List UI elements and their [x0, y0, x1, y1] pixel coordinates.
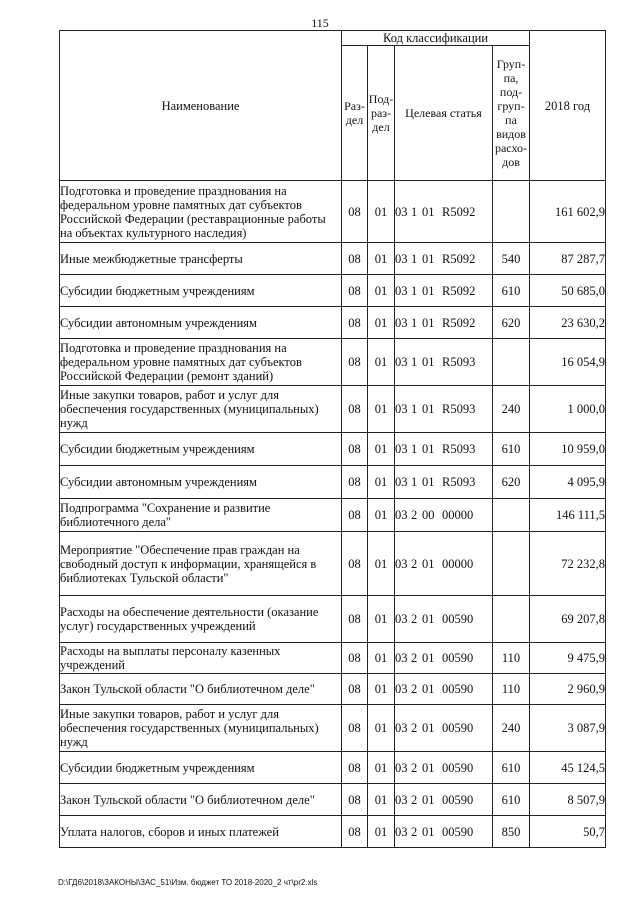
row-target-article	[395, 643, 493, 674]
table-row	[60, 532, 606, 596]
row-group	[493, 181, 530, 243]
row-name: Подготовка и проведение празднования на федеральном уровне памятных дат субъектов Российской Федерации (реставрационные работы на объектах культурного наследия)	[60, 181, 342, 243]
row-razdel: 08	[342, 181, 368, 243]
target-part-t2: 2	[411, 721, 418, 735]
row-razdel: 08	[342, 816, 368, 848]
row-value: 87 287,7	[530, 243, 606, 275]
table-row	[60, 307, 606, 339]
target-part-t2: 1	[411, 315, 418, 330]
table-row	[60, 466, 606, 499]
row-razdel: 08	[342, 386, 368, 433]
target-part-t1: 03	[395, 355, 408, 369]
row-group: 610	[493, 275, 530, 307]
target-part-t2: 1	[411, 283, 418, 298]
target-part-t2: 2	[411, 682, 418, 696]
header-group: Груп- па, под- груп- па видов расхо- дов	[493, 46, 530, 181]
target-part-t2: 2	[411, 792, 418, 807]
table-row	[60, 243, 606, 275]
row-value: 161 602,9	[530, 181, 606, 243]
target-part-t3: 01	[422, 442, 435, 456]
target-part-t1: 03	[395, 204, 408, 219]
row-target-article	[395, 596, 493, 643]
header-year: 2018 год	[530, 31, 606, 181]
target-part-t4: R5092	[442, 204, 476, 219]
table-row	[60, 643, 606, 674]
table-row	[60, 181, 606, 243]
header-podrazdel: Под- раз- дел	[368, 46, 395, 181]
row-razdel: 08	[342, 243, 368, 275]
target-part-t4: 00590	[442, 612, 474, 626]
row-name: Субсидии бюджетным учреждениям	[60, 433, 342, 466]
table-body	[60, 181, 606, 848]
table-row	[60, 433, 606, 466]
target-part-t4: 00590	[442, 792, 474, 807]
table-row	[60, 816, 606, 848]
target-part-t3: 01	[422, 315, 435, 330]
table-header	[60, 31, 606, 181]
table-row	[60, 499, 606, 532]
target-part-t2: 1	[411, 442, 418, 456]
row-group: 610	[493, 433, 530, 466]
row-target-article	[395, 386, 493, 433]
table-row	[60, 386, 606, 433]
target-part-t3: 01	[422, 355, 435, 369]
row-group	[493, 499, 530, 532]
row-podrazdel: 01	[368, 339, 395, 386]
row-name: Подготовка и проведение празднования на федеральном уровне памятных дат субъектов Российской Федерации (ремонт зданий)	[60, 339, 342, 386]
table-row	[60, 275, 606, 307]
target-part-t3: 00	[422, 508, 435, 522]
budget-table	[59, 30, 606, 848]
row-value: 16 054,9	[530, 339, 606, 386]
target-part-t3: 01	[422, 283, 435, 298]
row-value: 50 685,0	[530, 275, 606, 307]
target-part-t3: 01	[422, 556, 435, 571]
target-part-t1: 03	[395, 682, 408, 696]
target-part-t3: 01	[422, 682, 435, 696]
target-part-t1: 03	[395, 760, 408, 775]
row-group: 110	[493, 643, 530, 674]
target-part-t4: 00590	[442, 824, 474, 839]
target-part-t1: 03	[395, 402, 408, 416]
target-part-t1: 03	[395, 315, 408, 330]
row-podrazdel: 01	[368, 816, 395, 848]
row-razdel: 08	[342, 643, 368, 674]
header-target: Целевая статья	[395, 46, 493, 181]
row-podrazdel: 01	[368, 705, 395, 752]
row-group: 610	[493, 784, 530, 816]
target-part-t4: 00590	[442, 760, 474, 775]
target-part-t3: 01	[422, 204, 435, 219]
target-part-t2: 2	[411, 612, 418, 626]
row-podrazdel: 01	[368, 752, 395, 784]
row-value: 8 507,9	[530, 784, 606, 816]
row-group: 110	[493, 674, 530, 705]
row-razdel: 08	[342, 532, 368, 596]
row-value: 3 087,9	[530, 705, 606, 752]
row-name: Расходы на выплаты персоналу казенных учреждений	[60, 643, 342, 674]
target-part-t1: 03	[395, 475, 408, 489]
target-part-t1: 03	[395, 612, 408, 626]
target-part-t4: R5093	[442, 402, 476, 416]
row-podrazdel: 01	[368, 499, 395, 532]
target-part-t1: 03	[395, 442, 408, 456]
target-part-t3: 01	[422, 824, 435, 839]
row-podrazdel: 01	[368, 433, 395, 466]
row-target-article	[395, 181, 493, 243]
target-part-t3: 01	[422, 721, 435, 735]
table-row	[60, 705, 606, 752]
target-part-t1: 03	[395, 251, 408, 266]
row-value: 23 630,2	[530, 307, 606, 339]
row-podrazdel: 01	[368, 466, 395, 499]
target-part-t2: 2	[411, 508, 418, 522]
table-row	[60, 784, 606, 816]
row-razdel: 08	[342, 674, 368, 705]
row-group: 610	[493, 752, 530, 784]
row-name: Субсидии автономным учреждениям	[60, 466, 342, 499]
target-part-t3: 01	[422, 612, 435, 626]
row-podrazdel: 01	[368, 243, 395, 275]
target-part-t2: 1	[411, 251, 418, 266]
table-row	[60, 596, 606, 643]
row-target-article	[395, 752, 493, 784]
row-group: 620	[493, 466, 530, 499]
target-part-t3: 01	[422, 760, 435, 775]
row-podrazdel: 01	[368, 674, 395, 705]
row-value: 45 124,5	[530, 752, 606, 784]
row-group: 240	[493, 386, 530, 433]
target-part-t2: 2	[411, 651, 418, 665]
row-value: 72 232,8	[530, 532, 606, 596]
table-row	[60, 339, 606, 386]
row-name: Подпрограмма "Сохранение и развитие библиотечного дела"	[60, 499, 342, 532]
row-razdel: 08	[342, 275, 368, 307]
row-name: Расходы на обеспечение деятельности (оказание услуг) государственных учреждений	[60, 596, 342, 643]
target-part-t4: R5092	[442, 251, 476, 266]
table-row	[60, 752, 606, 784]
row-name: Иные межбюджетные трансферты	[60, 243, 342, 275]
row-group: 850	[493, 816, 530, 848]
row-value: 50,7	[530, 816, 606, 848]
row-razdel: 08	[342, 784, 368, 816]
row-group	[493, 532, 530, 596]
target-part-t1: 03	[395, 556, 408, 571]
row-podrazdel: 01	[368, 643, 395, 674]
header-code: Код классификации	[342, 31, 530, 46]
target-part-t4: 00590	[442, 651, 474, 665]
target-part-t4: 00000	[442, 508, 474, 522]
row-target-article	[395, 339, 493, 386]
target-part-t2: 1	[411, 402, 418, 416]
row-target-article	[395, 674, 493, 705]
row-target-article	[395, 499, 493, 532]
target-part-t3: 01	[422, 792, 435, 807]
row-target-article	[395, 466, 493, 499]
row-podrazdel: 01	[368, 386, 395, 433]
row-target-article	[395, 784, 493, 816]
header-razdel: Раз- дел	[342, 46, 368, 181]
row-value: 69 207,8	[530, 596, 606, 643]
row-razdel: 08	[342, 499, 368, 532]
target-part-t4: 00000	[442, 556, 474, 571]
row-razdel: 08	[342, 752, 368, 784]
target-part-t1: 03	[395, 283, 408, 298]
row-name: Субсидии автономным учреждениям	[60, 307, 342, 339]
row-value: 1 000,0	[530, 386, 606, 433]
target-part-t1: 03	[395, 721, 408, 735]
target-part-t2: 2	[411, 824, 418, 839]
row-razdel: 08	[342, 339, 368, 386]
target-part-t3: 01	[422, 651, 435, 665]
row-podrazdel: 01	[368, 784, 395, 816]
row-name: Иные закупки товаров, работ и услуг для обеспечения государственных (муниципальных) нужд	[60, 386, 342, 433]
row-value: 2 960,9	[530, 674, 606, 705]
target-part-t4: R5093	[442, 355, 476, 369]
row-group: 240	[493, 705, 530, 752]
target-part-t4: 00590	[442, 721, 474, 735]
target-part-t1: 03	[395, 508, 408, 522]
row-razdel: 08	[342, 705, 368, 752]
table-row	[60, 674, 606, 705]
row-group: 540	[493, 243, 530, 275]
row-value: 4 095,9	[530, 466, 606, 499]
target-part-t2: 1	[411, 204, 418, 219]
row-name: Субсидии бюджетным учреждениям	[60, 752, 342, 784]
target-part-t3: 01	[422, 402, 435, 416]
row-podrazdel: 01	[368, 307, 395, 339]
row-target-article	[395, 275, 493, 307]
row-target-article	[395, 433, 493, 466]
row-name: Иные закупки товаров, работ и услуг для обеспечения государственных (муниципальных) нужд	[60, 705, 342, 752]
row-group	[493, 596, 530, 643]
row-target-article	[395, 816, 493, 848]
row-group	[493, 339, 530, 386]
row-name: Уплата налогов, сборов и иных платежей	[60, 816, 342, 848]
target-part-t1: 03	[395, 651, 408, 665]
row-target-article	[395, 307, 493, 339]
target-part-t2: 2	[411, 760, 418, 775]
target-part-t3: 01	[422, 475, 435, 489]
file-path-footer: D:\ГД6\2018\ЗАКОНЫ\ЗАС_51\Изм. бюджет ТО 2018-2020_2 чт\pr2.xls	[58, 878, 318, 887]
row-podrazdel: 01	[368, 275, 395, 307]
row-razdel: 08	[342, 466, 368, 499]
page-number: 115	[311, 16, 329, 30]
row-name: Мероприятие "Обеспечение прав граждан на свободный доступ к информации, хранящейся в библиотеках Тульской области"	[60, 532, 342, 596]
row-podrazdel: 01	[368, 596, 395, 643]
target-part-t4: R5093	[442, 442, 476, 456]
row-podrazdel: 01	[368, 181, 395, 243]
target-part-t4: R5092	[442, 283, 476, 298]
row-name: Закон Тульской области "О библиотечном деле"	[60, 674, 342, 705]
row-razdel: 08	[342, 596, 368, 643]
row-target-article	[395, 243, 493, 275]
target-part-t4: 00590	[442, 682, 474, 696]
row-group: 620	[493, 307, 530, 339]
row-target-article	[395, 532, 493, 596]
header-name: Наименование	[60, 31, 342, 181]
target-part-t2: 2	[411, 556, 418, 571]
row-value: 9 475,9	[530, 643, 606, 674]
row-name: Субсидии бюджетным учреждениям	[60, 275, 342, 307]
target-part-t4: R5093	[442, 475, 476, 489]
row-razdel: 08	[342, 307, 368, 339]
row-value: 146 111,5	[530, 499, 606, 532]
target-part-t4: R5092	[442, 315, 476, 330]
target-part-t3: 01	[422, 251, 435, 266]
target-part-t2: 1	[411, 475, 418, 489]
target-part-t2: 1	[411, 355, 418, 369]
target-part-t1: 03	[395, 824, 408, 839]
row-target-article	[395, 705, 493, 752]
row-razdel: 08	[342, 433, 368, 466]
row-name: Закон Тульской области "О библиотечном деле"	[60, 784, 342, 816]
target-part-t1: 03	[395, 792, 408, 807]
row-value: 10 959,0	[530, 433, 606, 466]
row-podrazdel: 01	[368, 532, 395, 596]
